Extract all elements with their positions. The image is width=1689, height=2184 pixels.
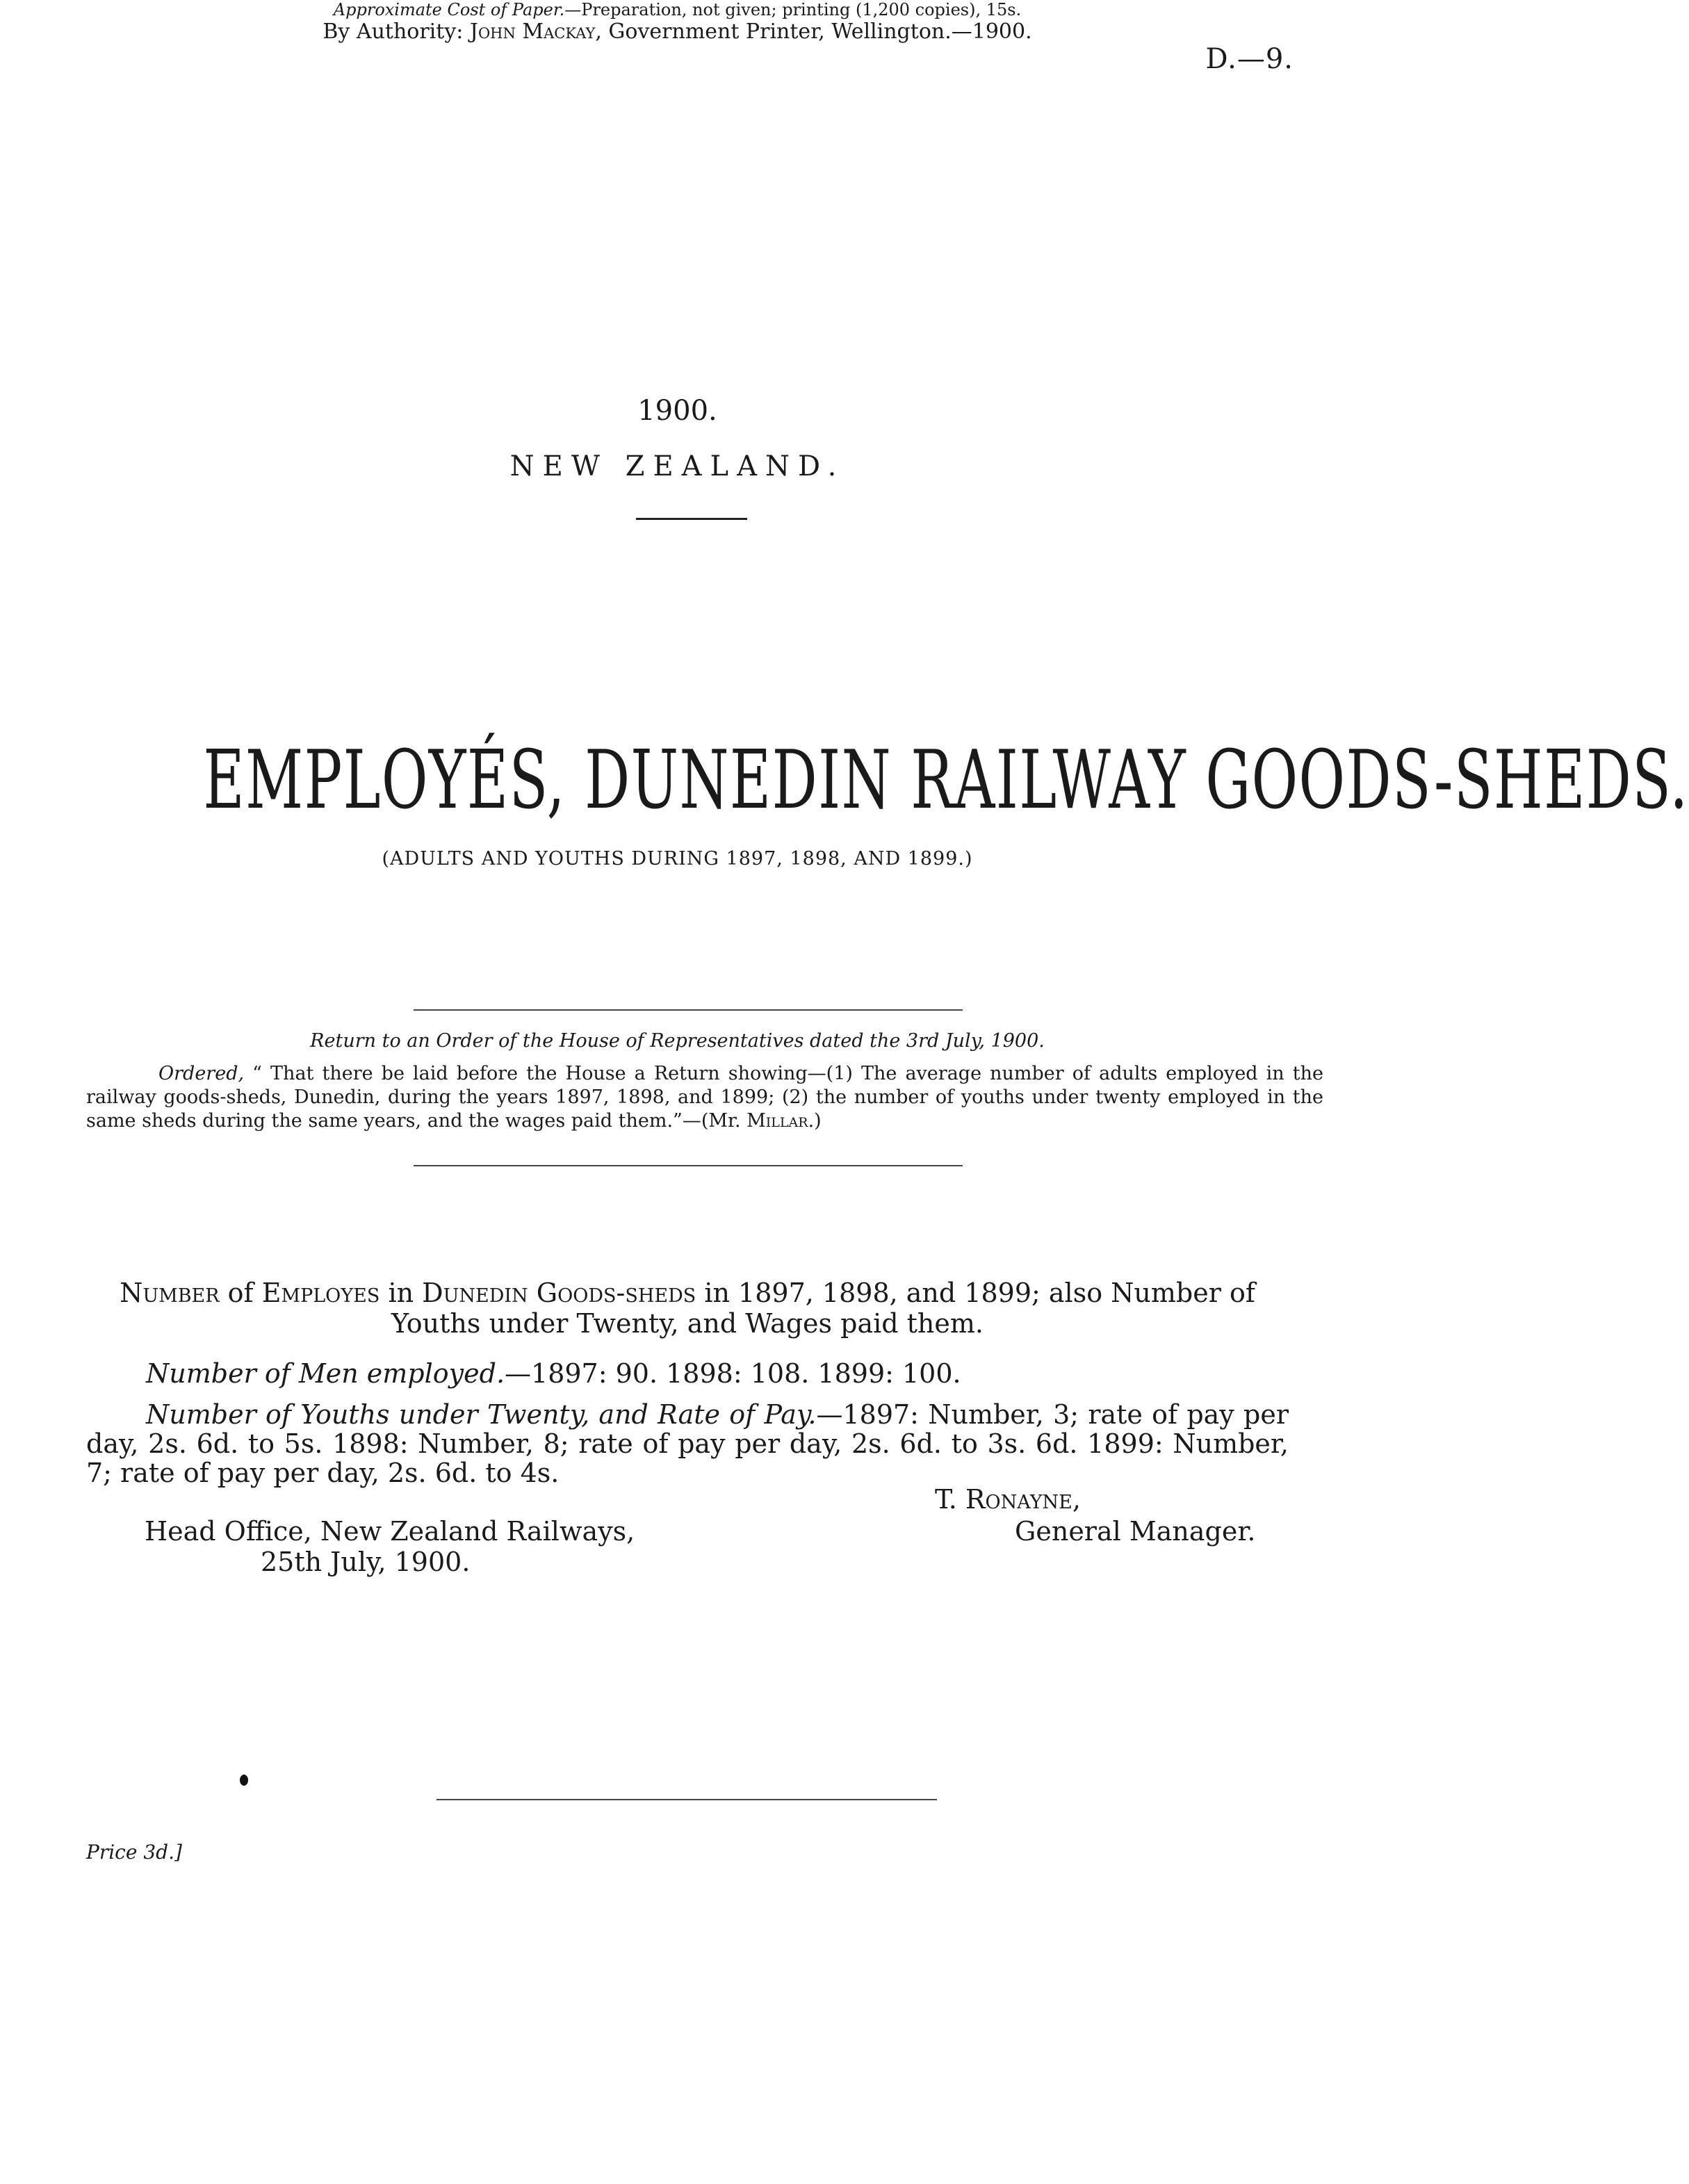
cost-label: Approximate Cost of Paper. <box>333 0 565 19</box>
signer-initial: T. <box>935 1484 965 1515</box>
heading-word: Number <box>120 1278 220 1308</box>
document-title: EMPLOYÉS, DUNEDIN RAILWAY GOODS-SHEDS. <box>203 733 1689 827</box>
youth-values: —1897: Number, 3; rate of pay per day, 2s. 6d. to 5s. 1898: Number, 8; rate of pay per day, 2s. 6d. to 3s. 6d. 1899: Number, 7; rate of pay per day, 2s. 6d. to 4s. <box>86 1399 1289 1488</box>
title-divider <box>636 518 747 520</box>
heading-word: Dunedin <box>422 1278 528 1308</box>
ordered-label: Ordered, <box>158 1063 245 1084</box>
signer-title: General Manager. <box>1015 1516 1256 1547</box>
heading-word: Goods-sheds <box>536 1278 696 1308</box>
return-heading <box>86 1278 1289 1339</box>
return-order-line: Return to an Order of the House of Representatives dated the 3rd July, 1900. <box>310 1030 1045 1052</box>
order-text <box>86 1062 1323 1133</box>
heading-rest: in 1897, 1898, and 1899; also Number of Youths under Twenty, and Wages paid them. <box>391 1278 1255 1339</box>
order-closing: .) <box>808 1110 822 1132</box>
cost-text: —Preparation, not given; printing (1,200 copies), 15s. <box>564 0 1022 19</box>
document-subtitle: (ADULTS AND YOUTHS DURING 1897, 1898, AND 1899.) <box>382 848 973 870</box>
order-bottom-divider <box>414 1165 963 1166</box>
heading-word: in <box>380 1278 423 1308</box>
page-reference: D.—9. <box>1205 43 1294 75</box>
heading-word: of <box>219 1278 262 1308</box>
men-employed-line <box>146 1358 961 1389</box>
printer-imprint <box>0 19 1355 44</box>
printer-prefix: By Authority: <box>323 19 470 44</box>
ordered-body: “ That there be laid before the House a Return showing—(1) The average number of adults employed in the railway goods-sheds, Dunedin, during the years 1897, 1898, and 1899; (2) the number of youths under twenty employed in the same sheds during the same years, and the wages paid them.”—(Mr. <box>86 1063 1323 1132</box>
printer-suffix: , Government Printer, Wellington.—1900. <box>595 19 1032 44</box>
office-date: 25th July, 1900. <box>261 1547 471 1577</box>
signer-name <box>935 1484 1081 1515</box>
heading-word: Employes <box>261 1278 380 1308</box>
country-heading: NEW ZEALAND. <box>509 450 845 482</box>
signer-comma: , <box>1072 1484 1081 1515</box>
youths-paragraph <box>86 1400 1289 1488</box>
heading-word <box>528 1278 537 1308</box>
member-name: Millar <box>746 1110 808 1132</box>
youth-label: Number of Youths under Twenty, and Rate of Pay. <box>146 1399 817 1430</box>
printer-name: John Mackay <box>469 19 596 44</box>
men-label: Number of Men employed. <box>146 1358 505 1389</box>
signer-surname: Ronayne <box>965 1484 1072 1515</box>
office-line: Head Office, New Zealand Railways, <box>145 1516 635 1547</box>
men-values: —1897: 90. 1898: 108. 1899: 100. <box>505 1358 961 1389</box>
order-top-divider <box>414 1009 963 1011</box>
document-year: 1900. <box>637 395 717 427</box>
ink-blot <box>240 1775 248 1786</box>
price-note: Price 3d.] <box>86 1841 182 1864</box>
printer-divider <box>436 1799 937 1800</box>
cost-of-paper <box>0 0 1355 19</box>
